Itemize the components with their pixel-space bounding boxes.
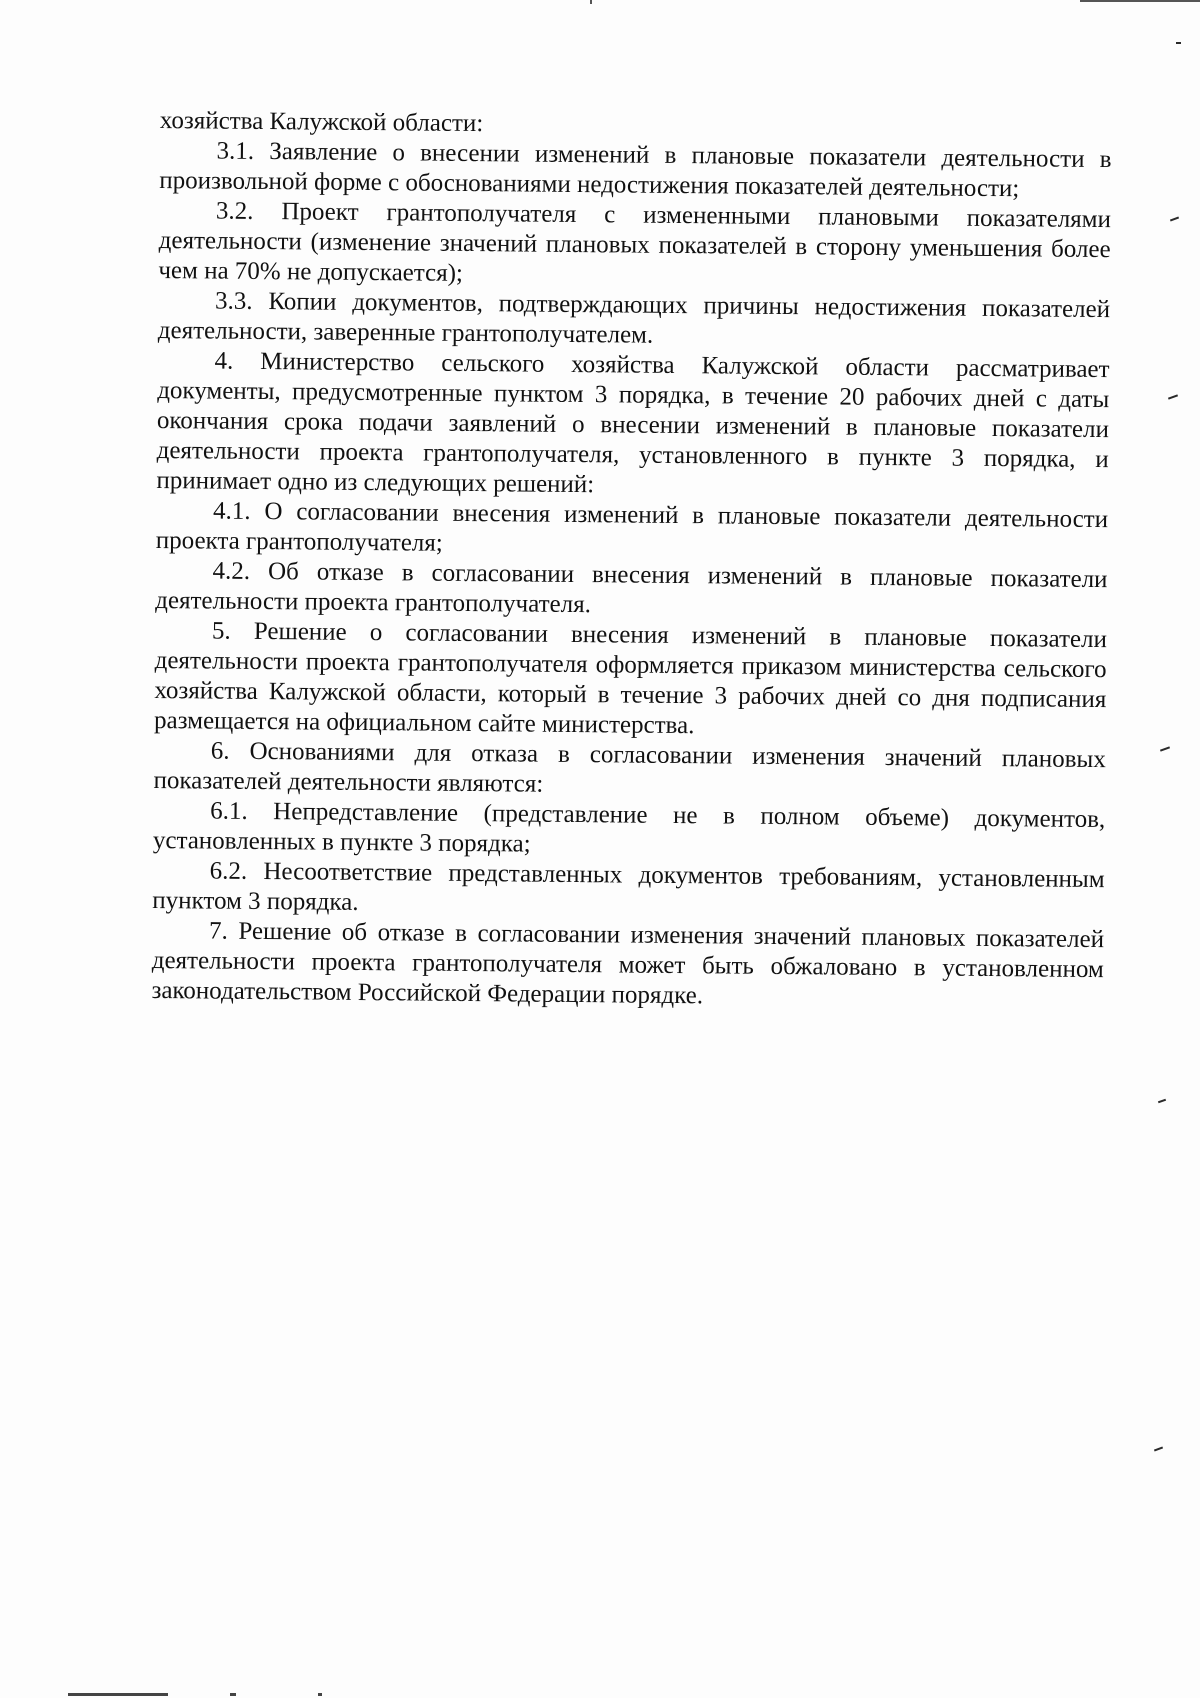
scan-speck [1168, 394, 1178, 399]
scan-speck [1176, 42, 1181, 44]
paragraph-6-2: 6.2. Несоответствие представленных документов требованиям, установленным пунктом 3 порядка. [152, 857, 1105, 916]
document-body [151, 106, 1112, 1015]
paragraph-6: 6. Основаниями для отказа в согласовании изменения значений плановых показателей деятельности являются: [153, 737, 1106, 798]
paragraph-4: 4. Министерство сельского хозяйства Калужской области рассматривает документы, предусмотренные пунктом 3 порядка, в течение 20 рабочих дней с даты окончания срока подачи заявлений о внесении изменений в плановые показатели деятельности проекта грантополучателя, установленного в пункте 3 порядка, и принимает одно из следующих решений: [156, 347, 1110, 499]
scan-speck [1170, 217, 1179, 222]
scan-edge-mark [1080, 0, 1200, 2]
paragraph-5: 5. Решение о согласовании внесения изменений в плановые показатели деятельности проекта грантополучателя оформляется приказом министерства сельского хозяйства Калужской области, который в течение 3 рабочих дней со дня подписания размещается на официальном сайте министерства. [153, 617, 1108, 740]
paragraph-4-1: 4.1. О согласовании внесения изменений в плановые показатели деятельности проекта грантополучателя; [155, 497, 1109, 557]
paragraph-3-1: 3.1. Заявление о внесении изменений в плановые показатели деятельности в произвольной форме с обоснованиями недостижения показателей деятельности; [159, 137, 1112, 203]
scan-speck [1154, 1447, 1163, 1452]
scan-edge-mark [590, 0, 592, 4]
scan-edge-mark [68, 1693, 168, 1696]
paragraph-3-2: 3.2. Проект грантополучателя с измененными плановыми показателями деятельности (изменение значений плановых показателей в сторону уменьшения более чем на 70% не допускается); [158, 197, 1112, 287]
paragraph-continuation: хозяйства Калужской области: [159, 106, 484, 138]
scan-speck [1158, 1099, 1166, 1104]
paragraph-6-1: 6.1. Непредставление (представление не в полном объеме) документов, установленных в пункте 3 порядка; [152, 797, 1106, 858]
paragraph-3-3: 3.3. Копии документов, подтверждающих причины недостижения показателей деятельности, заверенные грантополучателем. [157, 287, 1111, 349]
scan-speck [1160, 746, 1170, 751]
paragraph-4-2: 4.2. Об отказе в согласовании внесения изменений в плановые показатели деятельности проекта грантополучателя. [155, 557, 1108, 619]
scan-edge-mark [318, 1693, 322, 1696]
paragraph-7: 7. Решение об отказе в согласовании изменения значений плановых показателей деятельности проекта грантополучателя может быть обжаловано в установленном законодательством Российской Федерации порядке. [151, 917, 1105, 1010]
scan-edge-mark [230, 1693, 236, 1696]
